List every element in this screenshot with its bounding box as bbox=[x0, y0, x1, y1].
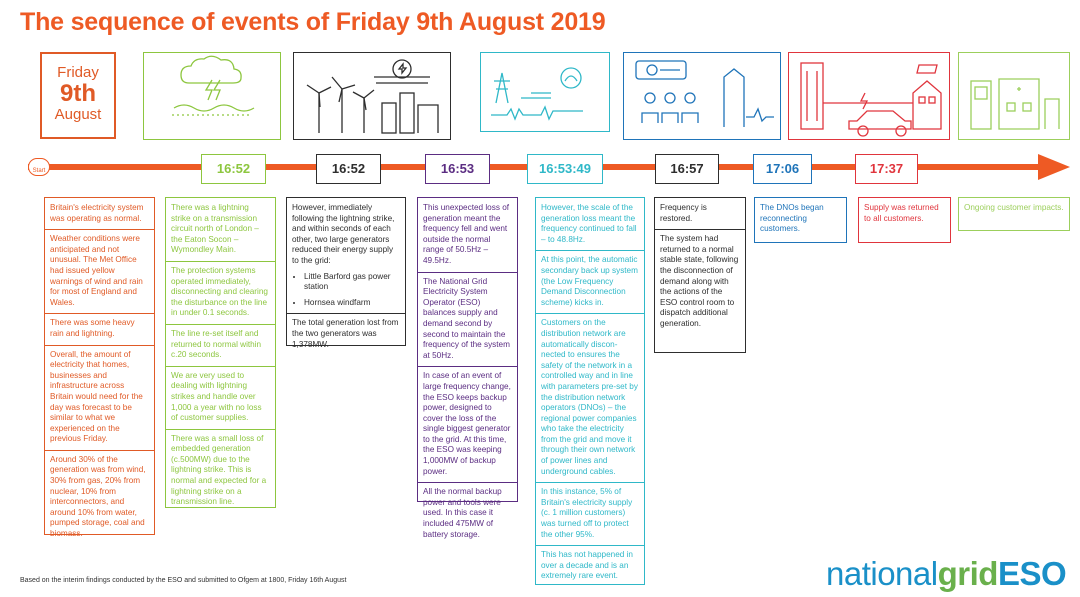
text-block: However, immediately following the lightning strike, and within seconds of each other, two large generators reduced their energy supply to the grid: bbox=[292, 203, 395, 265]
text-block: This has not happened in over a decade and is an extremely rare event. bbox=[541, 550, 633, 581]
date-month: August bbox=[54, 106, 102, 123]
national-grid-eso-logo bbox=[826, 555, 1066, 593]
time-box-7: 17:37 bbox=[855, 154, 918, 184]
date-number: 9th bbox=[60, 80, 96, 107]
generator-list bbox=[292, 272, 400, 309]
time-box-3: 16:53 bbox=[425, 154, 490, 184]
footnote: Based on the interim findings conducted by the ESO and submitted to Ofgem at 1800, Friday 16th August bbox=[20, 577, 347, 584]
start-marker bbox=[28, 158, 50, 176]
text-block: There was a small loss of embedded generation (c.500MW) due to the lightning strike. This is normal and expected for a lightning strike on a transmission line. bbox=[171, 433, 267, 507]
list-item: • Little Barford gas power station bbox=[304, 272, 400, 293]
column-ongoing-impacts bbox=[958, 197, 1070, 231]
text-block: The National Grid Electricity System Operator (ESO) balances supply and demand second by second to maintain the frequency of the system at 50Hz. bbox=[423, 276, 510, 360]
logo-national: national bbox=[826, 555, 938, 592]
start-label: Start bbox=[32, 168, 46, 174]
text-block: In case of an event of large frequency change, the ESO keeps backup power, designed to cover the loss of the single biggest generator to the grid. At this time, the ESO was keeping 1,000MW of backup power. bbox=[423, 371, 511, 476]
text-block: This unexpected loss of generation meant the frequency fell and went outside the normal range of 50.5Hz – 49.5Hz. bbox=[423, 203, 510, 265]
column-reconnecting bbox=[754, 197, 847, 243]
text-block: At this point, the automatic secondary back up system (the Low Frequency Demand Disconnection scheme) kicks in. bbox=[541, 255, 638, 307]
text-block: Frequency is restored. bbox=[660, 203, 707, 223]
column-generators-lost bbox=[286, 197, 406, 349]
text-block: Supply was returned to all customers. bbox=[864, 203, 939, 223]
column-frequency-restored bbox=[654, 197, 746, 353]
text-block: In this instance, 5% of Britain's electricity supply (c. 1 million customers) was turned off to protect the other 95%. bbox=[541, 487, 633, 539]
text-block: However, the scale of the generation loss meant the frequency continued to fall – to 48.8Hz. bbox=[541, 203, 637, 244]
home-supply-illustration bbox=[788, 52, 950, 140]
text-block: The system had returned to a normal stable state, following the disconnection of demand along with the actions of the ESO control room to dispatch additional generation. bbox=[660, 234, 739, 328]
lightning-illustration bbox=[143, 52, 281, 140]
text-block: We are very used to dealing with lightning strikes and handle over 1,000 a year with no loss of customer supplies. bbox=[171, 370, 262, 423]
column-frequency-fell bbox=[417, 197, 518, 539]
text-block: The DNOs began reconnecting customers. bbox=[760, 203, 824, 234]
text-block: Around 30% of the generation was from wind, 30% from gas, 20% from nuclear, 10% from interconnectors, and around 10% from water, pumped storage, coal and biomass. bbox=[50, 454, 146, 539]
text-block: The total generation lost from the two generators was 1,378MW. bbox=[292, 318, 399, 349]
text-block: There was a lightning strike on a transmission circuit north of London – the Eaton Socon – Wymondley Main. bbox=[171, 203, 259, 255]
frequency-illustration bbox=[480, 52, 610, 132]
column-normal-conditions bbox=[44, 197, 155, 539]
text-block: The protection systems operated immediately, disconnecting and clearing the disturbance on the line in under 0.1 seconds. bbox=[171, 265, 268, 318]
text-block: The line re-set itself and returned to normal within c.20 seconds. bbox=[171, 328, 262, 360]
text-block: Ongoing customer impacts. bbox=[964, 203, 1064, 212]
date-day: Friday bbox=[57, 64, 99, 81]
text-block: All the normal backup power and tools were used. In this case it included 475MW of battery storage. bbox=[423, 487, 502, 539]
time-box-1: 16:52 bbox=[201, 154, 266, 184]
text-block: Weather conditions were anticipated and not unusual. The Met Office had issued yellow warnings of wind and rain for most of England and Wales. bbox=[50, 234, 143, 307]
text-block: There was some heavy rain and lightning. bbox=[50, 318, 135, 338]
time-box-6: 17:06 bbox=[753, 154, 812, 184]
column-supply-returned bbox=[858, 197, 951, 243]
time-box-5: 16:57 bbox=[655, 154, 719, 184]
control-room-illustration bbox=[623, 52, 781, 140]
column-lightning-strike bbox=[165, 197, 276, 508]
column-demand-disconnection bbox=[535, 197, 645, 585]
text-block: Britain's electricity system was operating as normal. bbox=[50, 203, 144, 223]
page-title: The sequence of events of Friday 9th August 2019 bbox=[20, 8, 606, 36]
logo-eso: ESO bbox=[997, 555, 1067, 592]
text-block: Customers on the distribution network are automatically discon-nected to ensures the safety of the network in a controlled way and in line with parameters pre-set by the distribution network operators (DNOs) – the regional power companies who take the electricity from the grid and move it through their own network of power lines and underground cables. bbox=[541, 318, 638, 476]
date-card bbox=[40, 52, 116, 139]
time-box-2: 16:52 bbox=[316, 154, 381, 184]
generators-illustration bbox=[293, 52, 451, 140]
logo-grid: grid bbox=[937, 555, 998, 592]
ongoing-impact-illustration bbox=[958, 52, 1070, 140]
time-box-4: 16:53:49 bbox=[527, 154, 603, 184]
text-block: Overall, the amount of electricity that homes, businesses and infrastructure across Britain would need for the day was forecast to be similar to what we experienced on the previous Friday. bbox=[50, 349, 143, 444]
list-item: • Hornsea windfarm bbox=[304, 298, 400, 309]
